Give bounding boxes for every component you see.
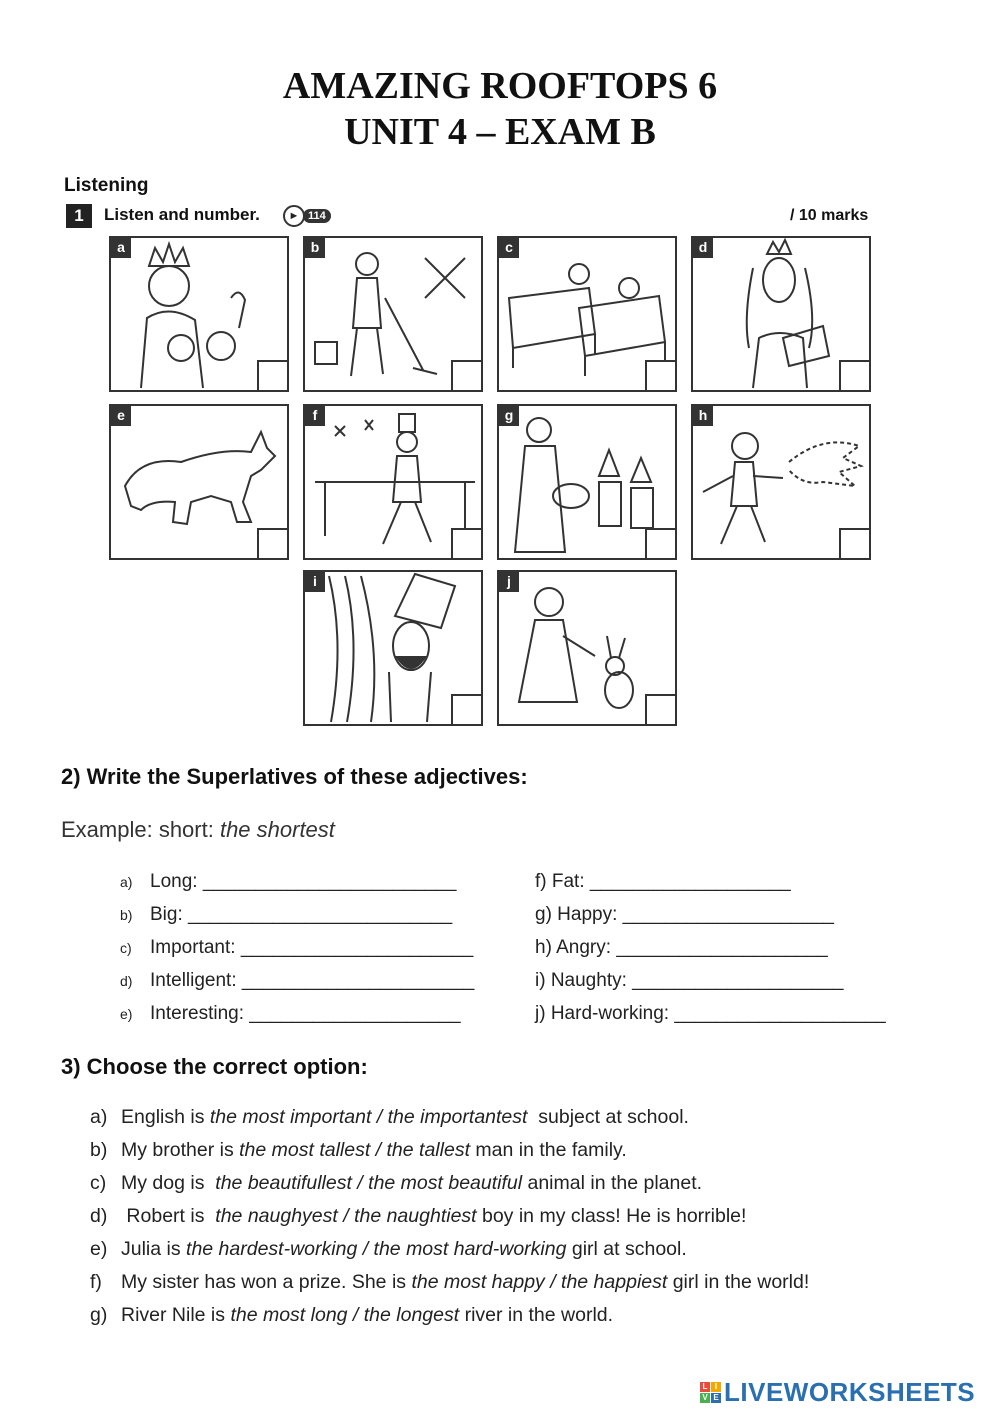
picture-c: [497, 236, 677, 392]
marks-label: / 10 marks: [790, 207, 869, 224]
item-before: English is: [121, 1106, 210, 1128]
example-prefix: Example: short:: [61, 817, 220, 842]
item-choice[interactable]: the beautifullest / the most beautiful: [215, 1172, 523, 1194]
option-item[interactable]: [90, 1205, 746, 1228]
item-before: River Nile is: [121, 1304, 231, 1326]
picture-letter: i: [305, 572, 325, 592]
speaker-icon: ►: [283, 205, 305, 227]
answer-box[interactable]: [257, 360, 287, 390]
picture-j: [497, 570, 677, 726]
picture-i: [303, 570, 483, 726]
liveworksheets-logo[interactable]: [700, 1377, 975, 1408]
adjective-item[interactable]: [120, 871, 456, 893]
adjective-item[interactable]: h) Angry: ____________________: [535, 937, 828, 958]
adjective-item[interactable]: [120, 970, 474, 992]
adjective-item[interactable]: f) Fat: ___________________: [535, 871, 791, 892]
answer-box[interactable]: [257, 528, 287, 558]
option-item[interactable]: [90, 1271, 809, 1294]
answer-box[interactable]: [451, 694, 481, 724]
item-before: My sister has won a prize. She is: [121, 1271, 412, 1293]
example-line: [61, 817, 335, 843]
picture-h: [691, 404, 871, 560]
picture-b: [303, 236, 483, 392]
option-item[interactable]: [90, 1304, 613, 1327]
option-item[interactable]: [90, 1238, 687, 1261]
example-answer: the shortest: [219, 817, 335, 842]
picture-letter: a: [111, 238, 131, 258]
item-text: Big: _________________________: [150, 904, 453, 925]
item-choice[interactable]: the hardest-working / the most hard-working: [186, 1238, 567, 1260]
item-after: man in the family.: [469, 1139, 627, 1161]
audio-track[interactable]: [283, 205, 331, 227]
picture-letter: h: [693, 406, 713, 426]
option-item[interactable]: [90, 1106, 689, 1129]
answer-box[interactable]: [645, 360, 675, 390]
answer-box[interactable]: [451, 360, 481, 390]
item-letter: c): [90, 1172, 107, 1194]
picture-d: [691, 236, 871, 392]
item-after: river in the world.: [459, 1304, 614, 1326]
logo-grid-icon: L I V E: [700, 1382, 721, 1403]
item-text: Long: ________________________: [150, 871, 457, 892]
adjective-item[interactable]: [120, 1003, 461, 1025]
option-item[interactable]: [90, 1172, 702, 1195]
exercise-number: 1: [66, 204, 92, 228]
item-choice[interactable]: the most long / the longest: [230, 1304, 460, 1326]
item-before: My brother is: [121, 1139, 240, 1161]
item-letter: e): [90, 1238, 108, 1260]
item-letter: b): [90, 1139, 108, 1161]
item-after: boy in my class! He is horrible!: [476, 1205, 747, 1227]
track-number: 114: [303, 209, 331, 223]
title-line-2: UNIT 4 – EXAM B: [344, 111, 656, 153]
item-choice[interactable]: the most happy / the happiest: [411, 1271, 668, 1293]
item-before: Robert is: [121, 1205, 216, 1227]
picture-letter: c: [499, 238, 519, 258]
item-after: girl in the world!: [667, 1271, 810, 1293]
answer-box[interactable]: [839, 528, 869, 558]
picture-letter: j: [499, 572, 519, 592]
item-choice[interactable]: the most tallest / the tallest: [239, 1139, 470, 1161]
picture-letter: d: [693, 238, 713, 258]
item-text: Important: ______________________: [150, 937, 474, 958]
item-text: Intelligent: ______________________: [150, 970, 475, 991]
item-after: subject at school.: [527, 1106, 689, 1128]
picture-letter: b: [305, 238, 325, 258]
item-letter: g): [90, 1304, 108, 1326]
picture-letter: e: [111, 406, 131, 426]
adjective-item[interactable]: i) Naughty: ____________________: [535, 970, 844, 991]
item-choice[interactable]: the most important / the importantest: [209, 1106, 528, 1128]
option-item[interactable]: [90, 1139, 627, 1162]
answer-box[interactable]: [645, 694, 675, 724]
title-line-1: AMAZING ROOFTOPS 6: [282, 65, 718, 107]
item-letter: d): [120, 973, 133, 989]
picture-f: [303, 404, 483, 560]
exercise-instruction: Listen and number.: [104, 205, 260, 224]
picture-e: [109, 404, 289, 560]
superlatives-heading: 2) Write the Superlatives of these adjectives:: [61, 764, 528, 789]
item-letter: f): [90, 1271, 102, 1293]
answer-box[interactable]: [645, 528, 675, 558]
item-letter: e): [120, 1006, 133, 1022]
picture-letter: g: [499, 406, 519, 426]
item-after: animal in the planet.: [522, 1172, 703, 1194]
adjective-item[interactable]: [120, 937, 473, 959]
item-before: My dog is: [121, 1172, 216, 1194]
item-text: Interesting: ____________________: [150, 1003, 461, 1024]
picture-a: [109, 236, 289, 392]
answer-box[interactable]: [839, 360, 869, 390]
answer-box[interactable]: [451, 528, 481, 558]
item-choice[interactable]: the naughyest / the naughtiest: [215, 1205, 477, 1227]
adjective-item[interactable]: [120, 904, 452, 926]
item-letter: a): [90, 1106, 108, 1128]
item-letter: b): [120, 907, 133, 923]
item-letter: d): [90, 1205, 108, 1227]
picture-letter: f: [305, 406, 325, 426]
item-before: Julia is: [121, 1238, 187, 1260]
section-listening: Listening: [64, 175, 149, 196]
picture-g: [497, 404, 677, 560]
item-letter: c): [120, 940, 132, 956]
adjective-item[interactable]: j) Hard-working: ____________________: [535, 1003, 886, 1024]
adjective-item[interactable]: g) Happy: ____________________: [535, 904, 834, 925]
logo-text: LIVEWORKSHEETS: [724, 1377, 976, 1407]
item-after: girl at school.: [566, 1238, 687, 1260]
options-heading: 3) Choose the correct option:: [61, 1054, 368, 1079]
item-letter: a): [120, 874, 133, 890]
